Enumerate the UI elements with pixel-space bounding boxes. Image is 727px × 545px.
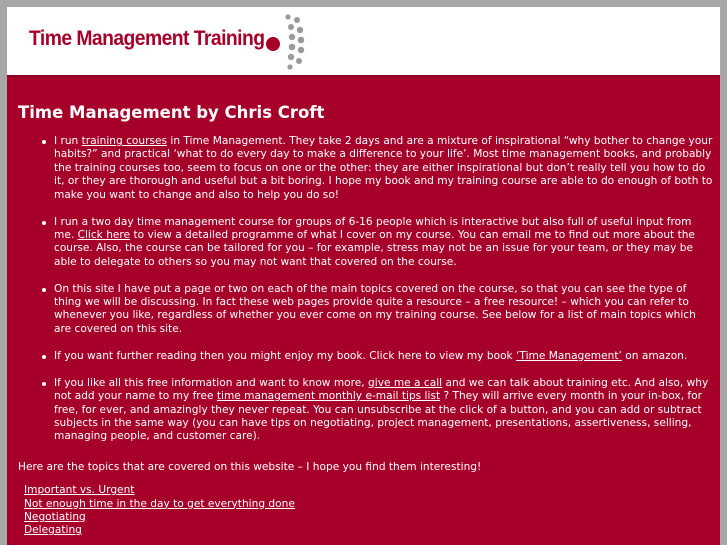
intro-bullet-list [18, 135, 713, 444]
list-item [54, 377, 713, 444]
list-item [54, 216, 713, 270]
main-content [18, 103, 713, 538]
bullet-text: to view a detailed programme of what I cover on my course. You can email me to find out more about the course. Also, the course can be tailored for you – for example, stress may not be an issue for your team, or they may be able to delegate to others so you may not want that covered on the course. [54, 228, 695, 268]
topic-link-important-vs-urgent[interactable]: Important vs. Urgent [24, 484, 135, 497]
email-tips-list-link[interactable]: time management monthly e-mail tips list [216, 390, 441, 403]
page-title: Time Management by Chris Croft [18, 103, 325, 122]
page-frame [7, 7, 720, 545]
bullet-text: and we can talk about training etc. And also, why not add your name to my free [54, 376, 709, 403]
list-item [24, 484, 713, 497]
bullet-text: I run a two day time management course for groups of 6-16 people which is interactive but also full of useful input from me. [54, 215, 692, 241]
topics-list [18, 484, 713, 538]
bullet-text: on amazon. [625, 349, 688, 362]
training-courses-link[interactable]: training courses [81, 135, 167, 147]
topic-link-delegating[interactable]: Delegating [24, 524, 82, 537]
list-item [24, 498, 713, 511]
book-amazon-link[interactable]: ‘Time Management’ [516, 349, 622, 362]
list-item [54, 350, 713, 363]
topic-link-not-enough-time[interactable]: Not enough time in the day to get everything done [24, 497, 295, 510]
list-item [54, 283, 713, 337]
bullet-text: On this site I have put a page or two on each of the main topics covered on the course, so that you can see the type of thing we will be discussing. In fact these web pages provide quite a resource – a free resource! – which you can refer to whenever you like, regardless of whether you ever come on my training course. See below for a list of main topics which are covered on this site. [54, 282, 696, 335]
bullet-text: in Time Management. They take 2 days and are a mixture of inspirational “why bother to change your habits?” and practical ‘what to do every day to make a difference to your life’. Most time management books, and probably the training courses too, seem to focus on one or the other: they are either inspirational but don’t really tell you how to do it, or they are thorough and useful but a bit boring. I hope my book and my training course are able to do enough of both to make you want to change and also to help you do so! [54, 135, 713, 201]
topics-intro: Here are the topics that are covered on this website – I hope you find them interesting! [18, 460, 482, 473]
click-here-link[interactable]: Click here [77, 228, 131, 241]
site-logo-text[interactable]: Time Management Training [29, 27, 265, 50]
bullet-text: If you want further reading then you might enjoy my book. Click here to view my book [54, 349, 517, 362]
bullet-text: ? They will arrive every month in your in-box, for free, for ever, and amazingly they never repeat. You can unsubscribe at the click of a button, and you can add or subtract subjects in the same way (you can have tips on negotiating, project management, presentations, assertiveness, selling, managing people, and customer care). [54, 390, 702, 443]
give-me-a-call-link[interactable]: give me a call [368, 376, 443, 389]
header-divider [7, 75, 720, 77]
list-item [54, 135, 713, 202]
list-item [24, 511, 713, 524]
bullet-text: I run [54, 135, 82, 147]
list-item [24, 524, 713, 537]
site-header [7, 7, 720, 75]
bullet-text: If you like all this free information and want to know more, [54, 376, 369, 389]
topic-link-negotiating[interactable]: Negotiating [24, 510, 86, 523]
logo-dots-icon [262, 12, 312, 70]
